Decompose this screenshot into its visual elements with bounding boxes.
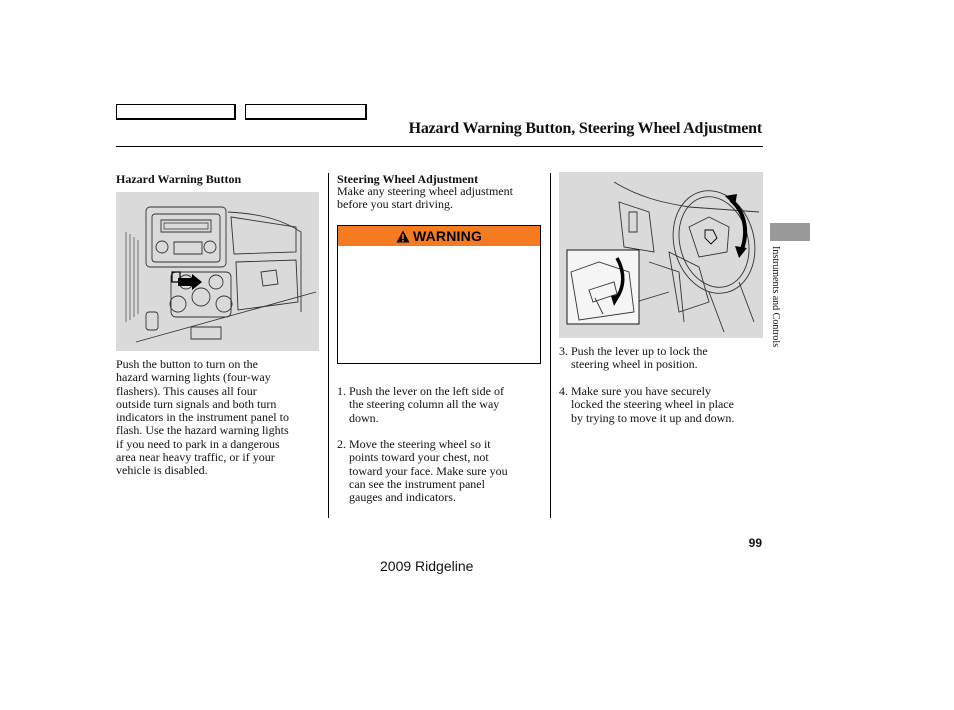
warning-box	[337, 225, 541, 364]
warning-label: WARNING	[412, 228, 483, 244]
steering-wheel-illustration	[559, 172, 763, 338]
header-tab-box-2	[245, 104, 367, 120]
footer-model: 2009 Ridgeline	[380, 558, 474, 574]
page-number: 99	[748, 536, 762, 550]
hazard-button-illustration	[116, 192, 319, 351]
steering-heading: Steering Wheel Adjustment	[337, 172, 479, 186]
header-rule	[116, 146, 763, 147]
hazard-paragraph: Push the button to turn on the hazard warning lights (four-way flashers). This causes all four outside turn signals and both turn indicators in the instrument panel to flash. Use the hazard warning lights if you need to park in a dangerous area near heavy traffic, or if your vehicle is disabled.	[116, 357, 289, 478]
steering-intro: Make any steering wheel adjustment before you start driving.	[337, 184, 513, 212]
column-divider-2	[550, 173, 551, 518]
section-tab	[770, 223, 810, 241]
section-label: Instruments and Controls	[770, 246, 781, 348]
warning-triangle-icon	[396, 230, 410, 243]
warning-bar	[338, 226, 540, 246]
column-divider-1	[328, 173, 329, 518]
hazard-heading: Hazard Warning Button	[116, 172, 242, 186]
page-title: Hazard Warning Button, Steering Wheel Adjustment	[408, 120, 762, 137]
header-tab-box-1	[116, 104, 236, 120]
